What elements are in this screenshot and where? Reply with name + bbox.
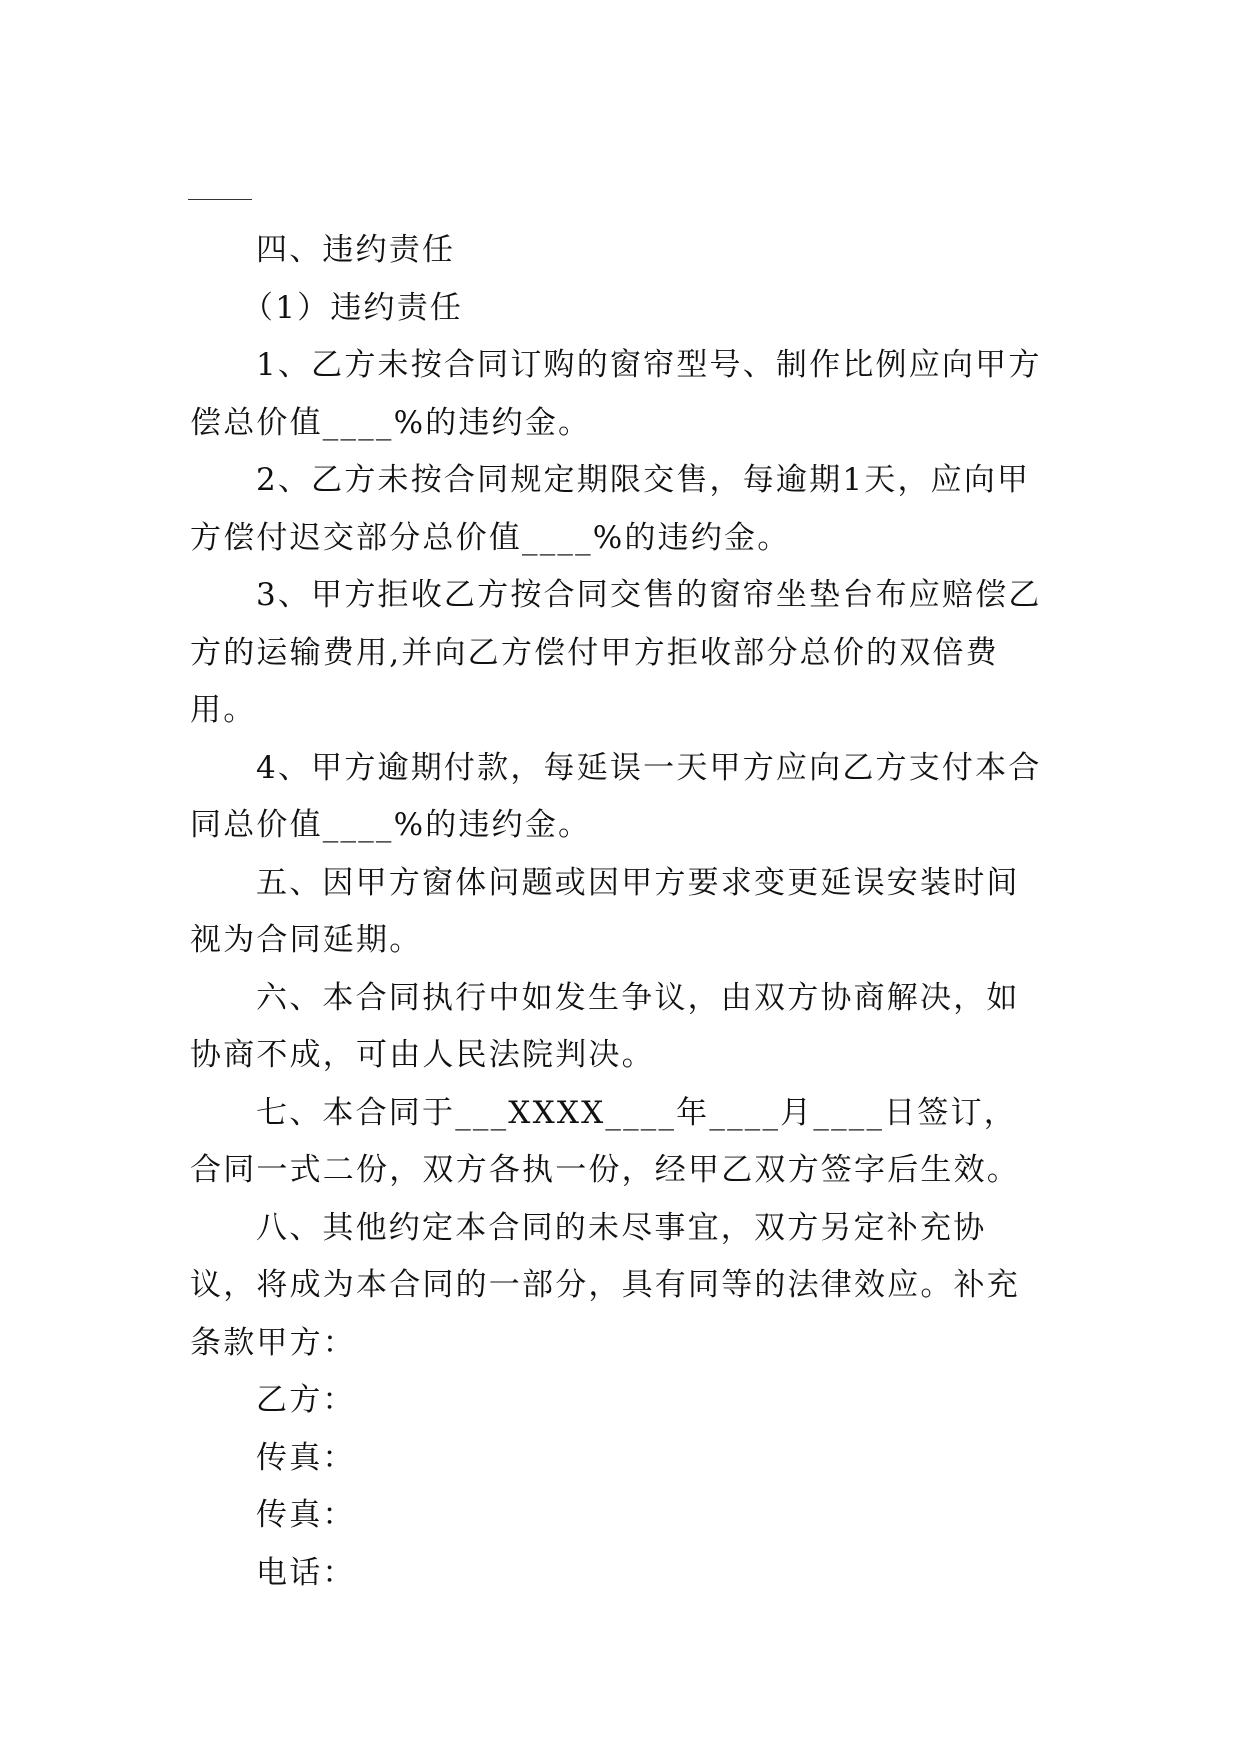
section-8: 八、其他约定本合同的未尽事宜，双方另定补充协议，将成为本合同的一部分，具有同等的法律效应。补充条款甲方： [190,1209,1020,1361]
document-body [190,222,1045,1602]
clause-3: 3、甲方拒收乙方按合同交售的窗帘坐垫台布应赔偿乙方的运输费用,并向乙方偿付甲方拒收部分总价的双倍费用。 [190,577,1042,728]
clause-4: 4、甲方逾期付款，每延误一天甲方应向乙方支付本合同总价值____%的违约金。 [190,749,1042,843]
fax-label-1: 传真： [256,1439,356,1476]
subheading-breach-liability: （1）违约责任 [242,289,464,326]
heading-breach-liability: 四、违约责任 [256,232,456,268]
section-7: 七、本合同于___XXXX____年____月____日签订，合同一式二份，双方各执一份，经甲乙双方签字后生效。 [190,1094,1020,1188]
clause-2: 2、乙方未按合同规定期限交售，每逾期1天，应向甲方偿付迟交部分总价值____%的违约金。 [190,462,1031,556]
leading-rule [188,199,252,200]
phone-label: 电话： [256,1554,356,1591]
fax-label-2: 传真： [256,1497,356,1533]
section-5: 五、因甲方窗体问题或因甲方要求变更延误安装时间视为合同延期。 [190,864,1020,958]
party-b-label: 乙方： [256,1382,356,1418]
clause-1: 1、乙方未按合同订购的窗帘型号、制作比例应向甲方偿总价值____%的违约金。 [190,347,1042,441]
section-6: 六、本合同执行中如发生争议，由双方协商解决，如协商不成，可由人民法院判决。 [190,979,1020,1073]
